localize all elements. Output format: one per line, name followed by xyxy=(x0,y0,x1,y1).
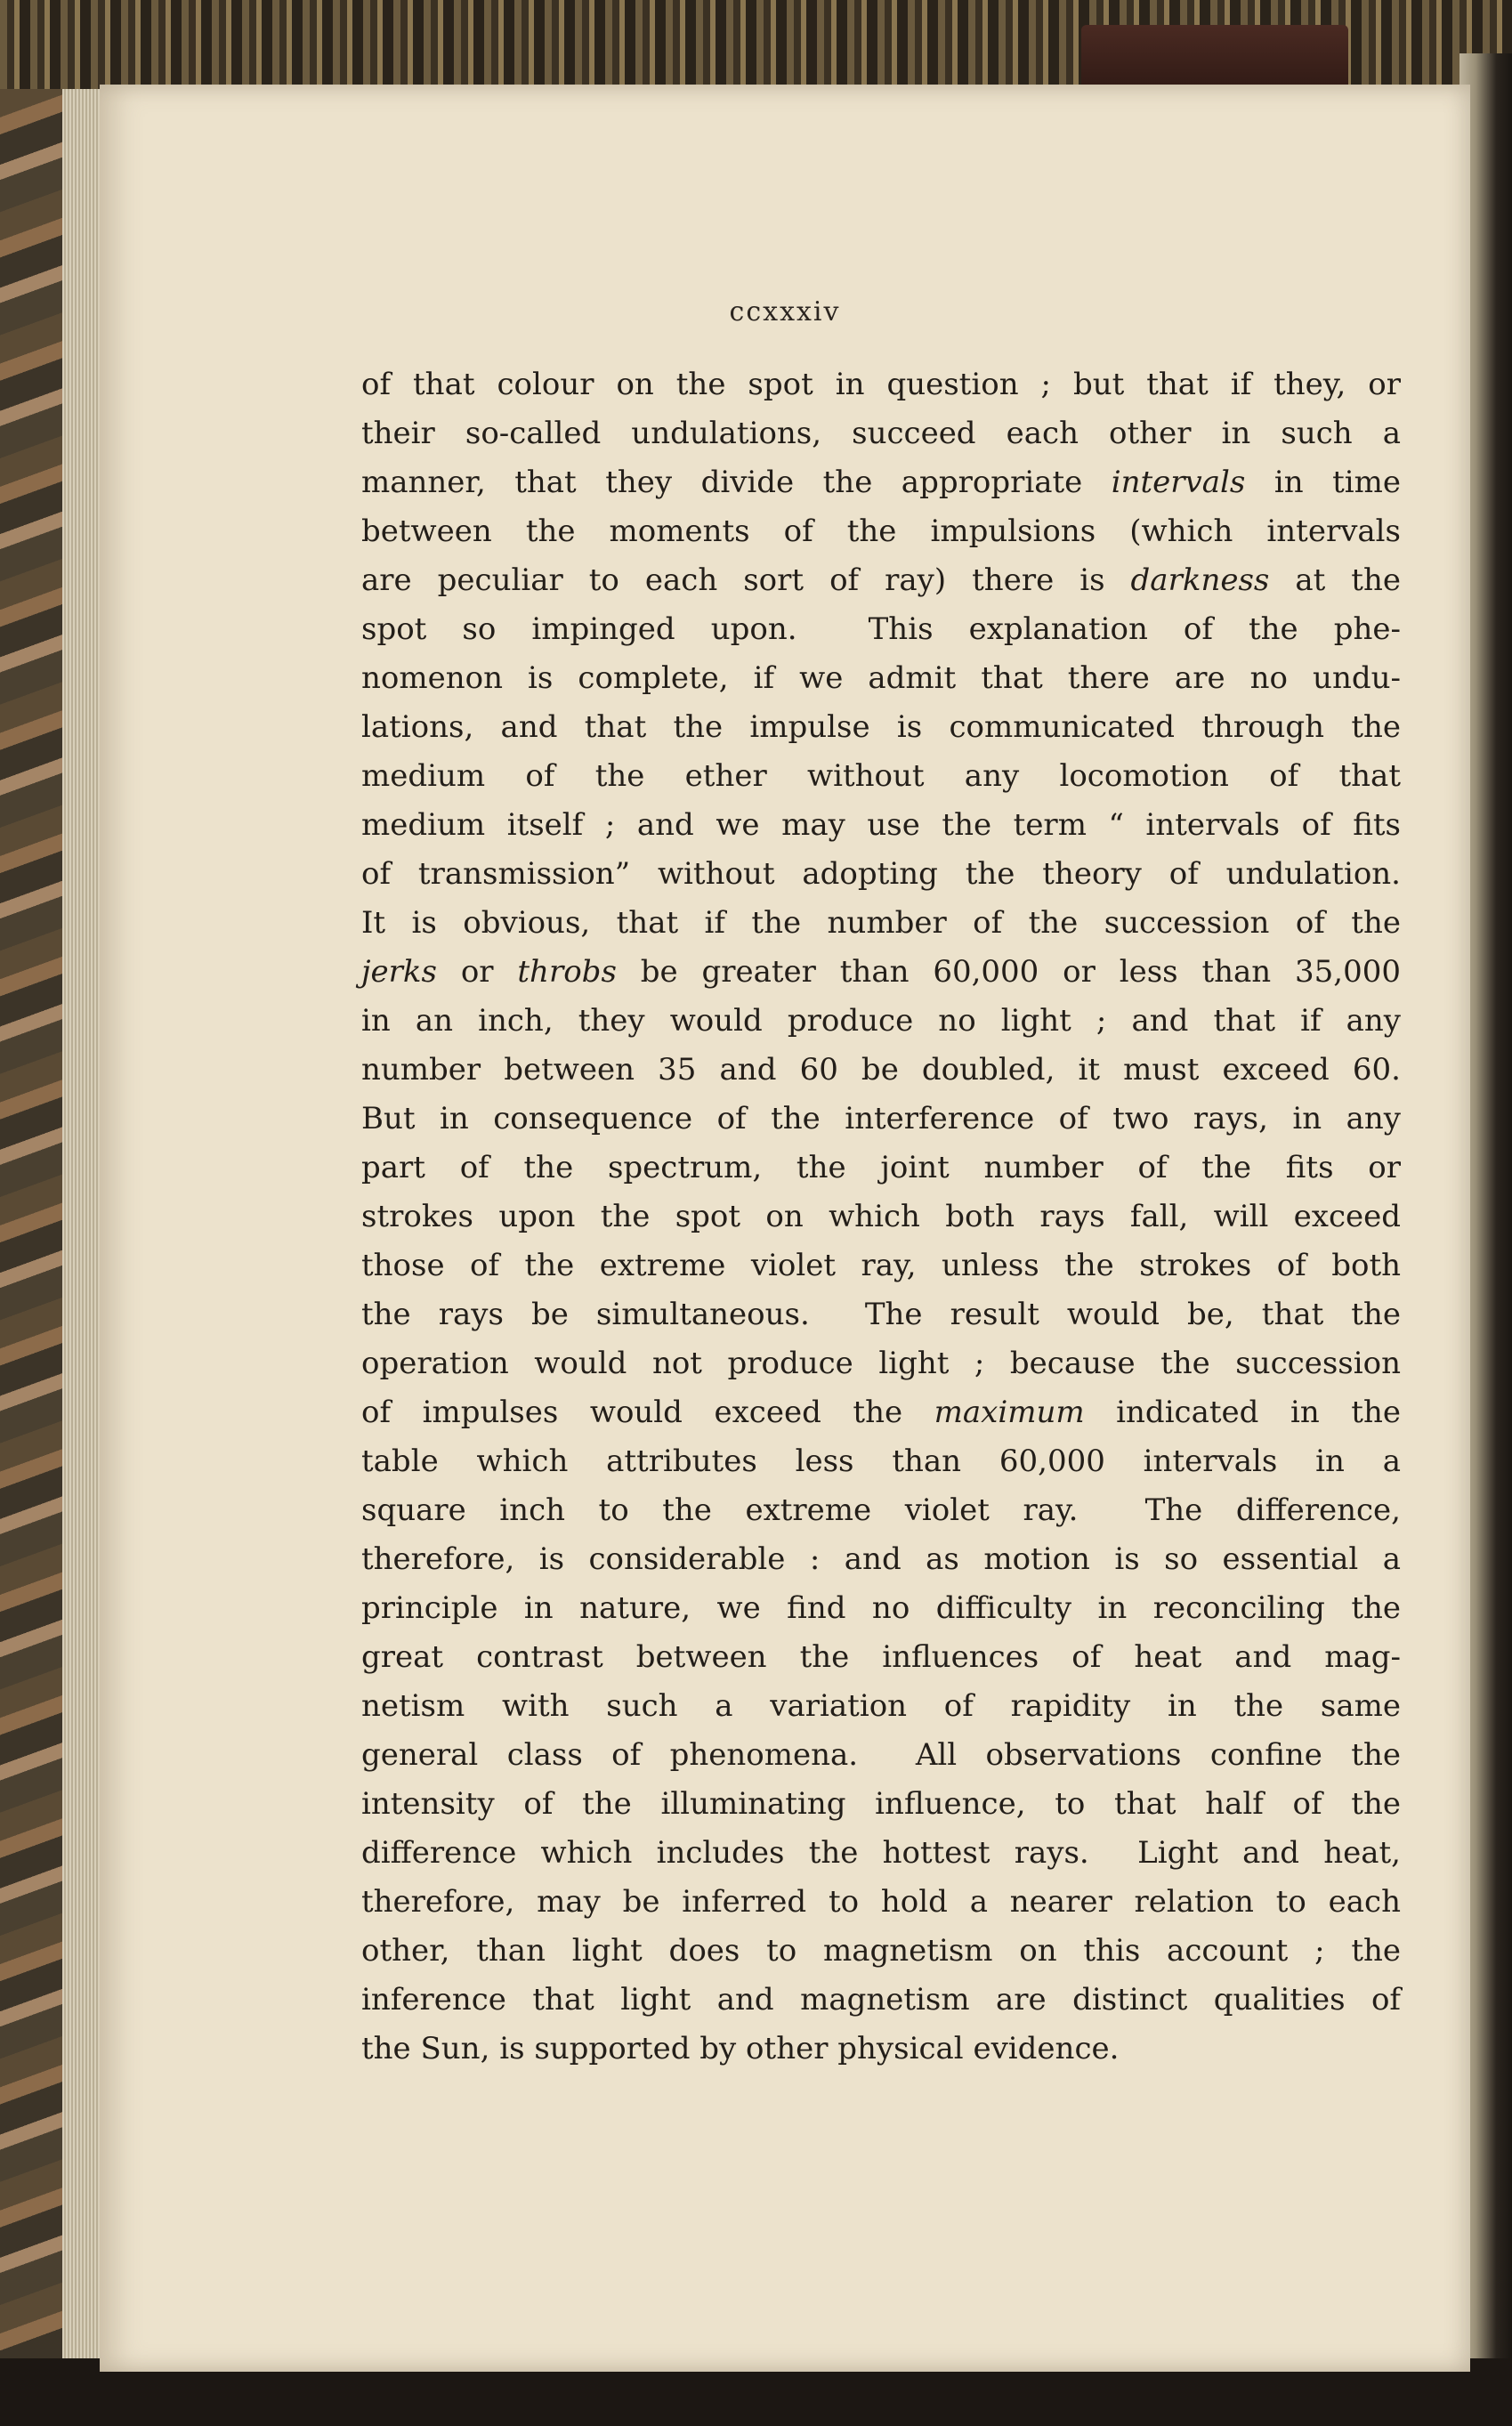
text-run: nomenon is complete, if we admit that there are no undu- xyxy=(361,660,1401,696)
text-line xyxy=(361,507,1401,556)
text-line xyxy=(361,850,1401,899)
italic-word: jerks xyxy=(361,954,437,990)
text-line xyxy=(361,1927,1401,1976)
text-line xyxy=(361,1829,1401,1878)
body-text xyxy=(361,360,1401,2074)
text-run: therefore, may be inferred to hold a nearer relation to each xyxy=(361,1884,1401,1920)
text-run: table which attributes less than 60,000 intervals in a xyxy=(361,1443,1401,1479)
text-run: in an inch, they would produce no light ; and that if any xyxy=(361,1003,1401,1039)
text-line xyxy=(361,458,1401,507)
text-line xyxy=(361,1095,1401,1144)
text-line xyxy=(361,1633,1401,1682)
text-line xyxy=(361,1584,1401,1633)
text-line xyxy=(361,1486,1401,1535)
text-run: square inch to the extreme violet ray. The difference, xyxy=(361,1492,1401,1528)
text-run: number between 35 and 60 be doubled, it must exceed 60. xyxy=(361,1052,1401,1088)
italic-word: darkness xyxy=(1130,562,1270,598)
text-run: indicated in the xyxy=(1084,1395,1401,1430)
text-line xyxy=(361,1437,1401,1486)
text-run: in time xyxy=(1245,465,1401,500)
text-line xyxy=(361,948,1401,997)
text-run: principle in nature, we find no difficulty in reconciling the xyxy=(361,1590,1401,1626)
text-line xyxy=(361,1878,1401,1927)
text-run: between the moments of the impulsions (which intervals xyxy=(361,514,1401,549)
text-run: part of the spectrum, the joint number of the fits or xyxy=(361,1150,1401,1185)
text-line xyxy=(361,1144,1401,1193)
text-run: strokes upon the spot on which both rays fall, will exceed xyxy=(361,1199,1401,1234)
text-line xyxy=(361,1976,1401,2025)
italic-word: throbs xyxy=(517,954,617,990)
text-line xyxy=(361,1193,1401,1241)
text-line xyxy=(361,556,1401,605)
text-line xyxy=(361,1388,1401,1437)
text-run: operation would not produce light ; because the succession xyxy=(361,1346,1401,1381)
text-run: medium of the ether without any locomotion of that xyxy=(361,758,1401,794)
text-run: of impulses would exceed the xyxy=(361,1395,934,1430)
page-number: ccxxxiv xyxy=(729,296,841,328)
text-line xyxy=(361,752,1401,801)
text-run: difference which includes the hottest rays. Light and heat, xyxy=(361,1835,1401,1871)
text-run: It is obvious, that if the number of the succession of the xyxy=(361,905,1401,941)
text-run: general class of phenomena. All observations confine the xyxy=(361,1737,1401,1773)
text-run: netism with such a variation of rapidity in the same xyxy=(361,1688,1401,1724)
text-line xyxy=(361,1780,1401,1829)
text-line xyxy=(361,409,1401,458)
text-run: lations, and that the impulse is communicated through the xyxy=(361,709,1401,745)
italic-word: maximum xyxy=(934,1395,1085,1430)
text-line xyxy=(361,1339,1401,1388)
text-run: of transmission” without adopting the theory of undulation. xyxy=(361,856,1401,892)
text-line xyxy=(361,1731,1401,1780)
text-run: of that colour on the spot in question ; but that if they, or xyxy=(361,367,1401,402)
text-run: manner, that they divide the appropriate xyxy=(361,465,1112,500)
text-line xyxy=(361,1682,1401,1731)
text-run: therefore, is considerable : and as motion is so essential a xyxy=(361,1541,1401,1577)
text-line xyxy=(361,654,1401,703)
text-line xyxy=(361,703,1401,752)
text-line xyxy=(361,2025,1401,2074)
text-run: their so-called undulations, succeed each other in such a xyxy=(361,416,1401,451)
italic-word: intervals xyxy=(1111,465,1246,500)
text-line xyxy=(361,1046,1401,1095)
text-line xyxy=(361,899,1401,948)
text-run: or xyxy=(436,954,518,990)
text-run: the rays be simultaneous. The result would be, that the xyxy=(361,1297,1401,1332)
text-run: the Sun, is supported by other physical evidence. xyxy=(361,2031,1120,2066)
text-run: at the xyxy=(1269,562,1401,598)
text-run: those of the extreme violet ray, unless the strokes of both xyxy=(361,1248,1401,1283)
text-run: spot so impinged upon. This explanation of the phe- xyxy=(361,611,1401,647)
text-line xyxy=(361,997,1401,1046)
text-run: intensity of the illuminating influence, to that half of the xyxy=(361,1786,1401,1822)
book-page xyxy=(100,85,1470,2372)
text-run: But in consequence of the interference of two rays, in any xyxy=(361,1101,1401,1136)
page-stack-edge xyxy=(62,89,103,2367)
text-line xyxy=(361,1535,1401,1584)
text-run: inference that light and magnetism are distinct qualities of xyxy=(361,1982,1401,2018)
text-run: be greater than 60,000 or less than 35,000 xyxy=(616,954,1401,990)
text-run: great contrast between the influences of heat and mag- xyxy=(361,1639,1401,1675)
text-line xyxy=(361,605,1401,654)
text-line xyxy=(361,360,1401,409)
text-line xyxy=(361,801,1401,850)
text-line xyxy=(361,1290,1401,1339)
text-run: are peculiar to each sort of ray) there is xyxy=(361,562,1131,598)
text-run: medium itself ; and we may use the term “ intervals of fits xyxy=(361,807,1401,843)
text-line xyxy=(361,1241,1401,1290)
text-run: other, than light does to magnetism on this account ; the xyxy=(361,1933,1401,1969)
